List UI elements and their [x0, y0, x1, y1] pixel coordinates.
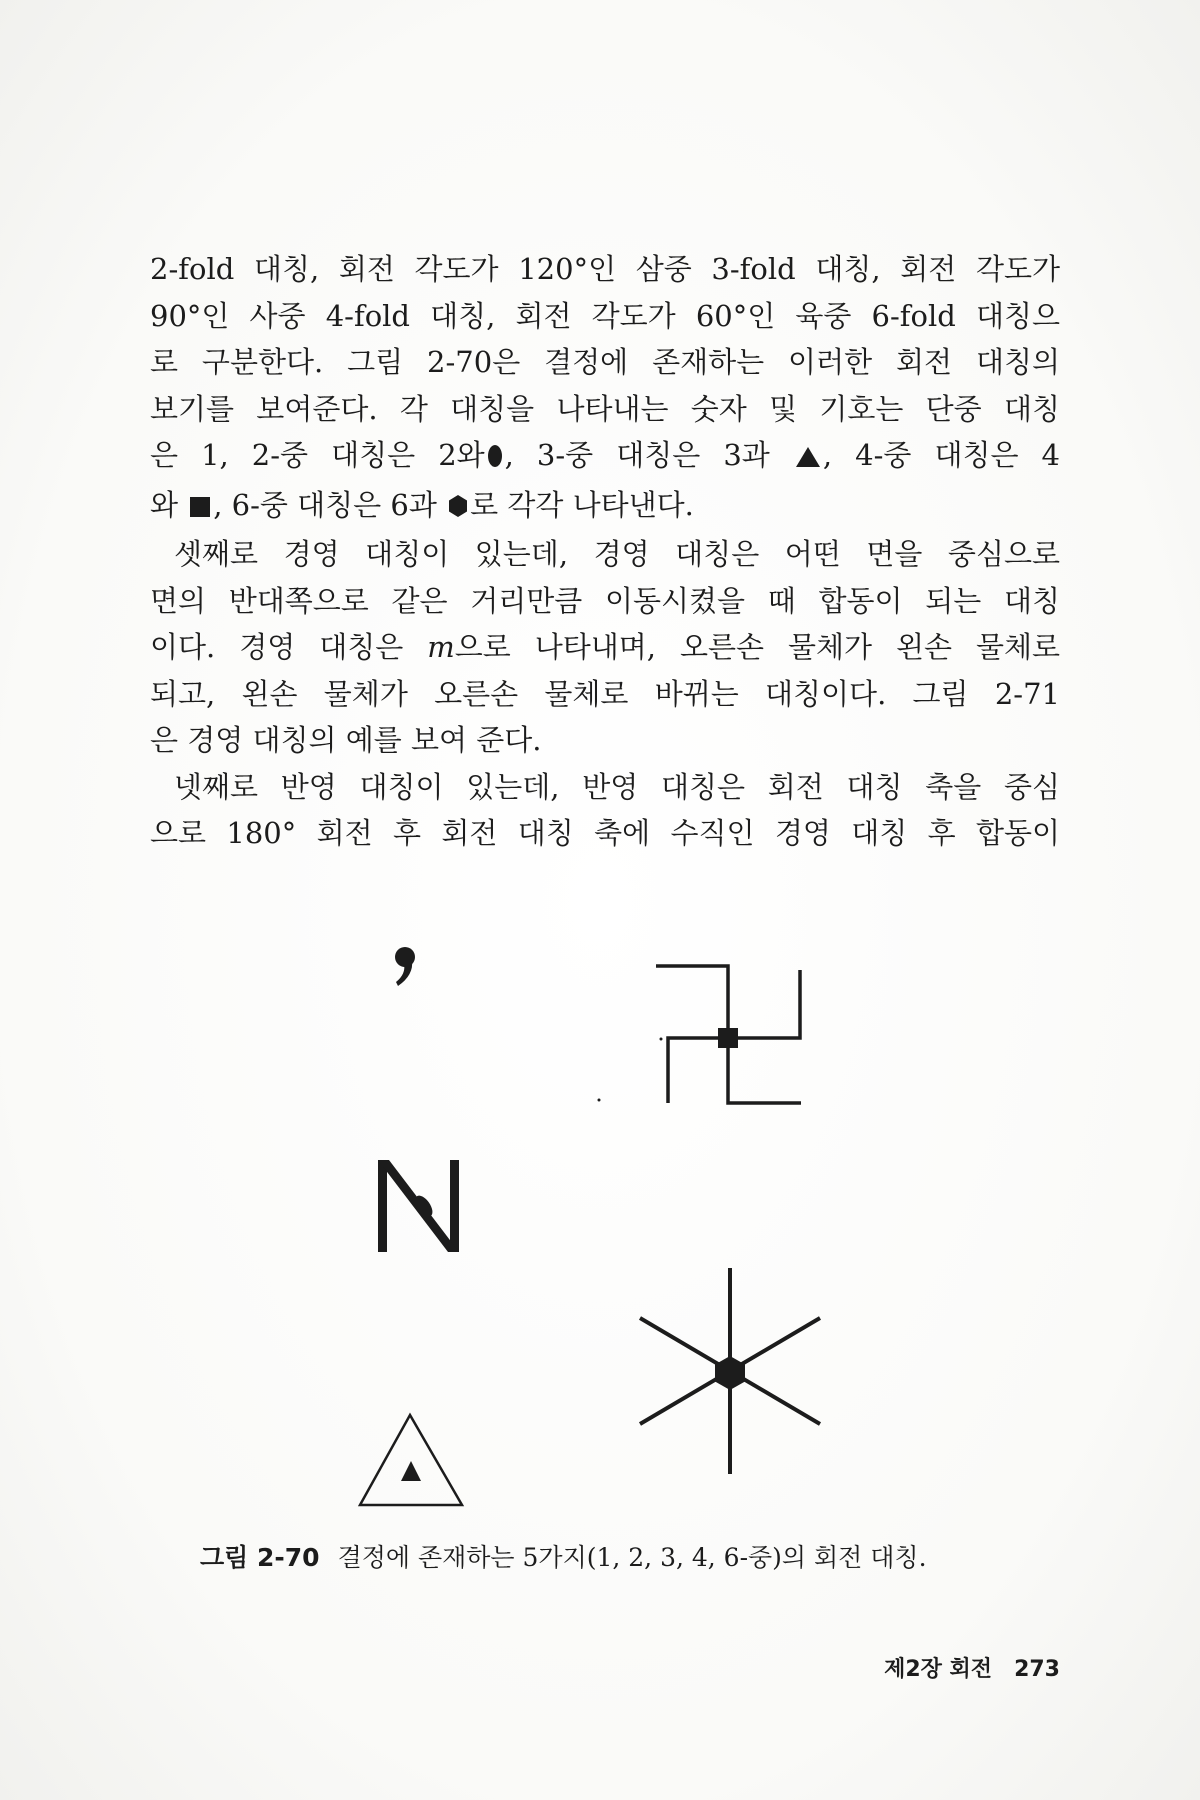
text-line: 으로 180° 회전 후 회전 대칭 축에 수직인 경영 대칭 후 합동이 — [150, 816, 1060, 850]
text-line: 셋째로 경영 대칭이 있는데, 경영 대칭은 어떤 면을 중심으로 — [174, 537, 1060, 571]
text-line: 보기를 보여준다. 각 대칭을 나타내는 숫자 및 기호는 단중 대칭 — [150, 391, 1060, 426]
twofold-n-symbol — [378, 1160, 459, 1252]
text-line: 90°인 사중 4-fold 대칭, 회전 각도가 60°인 육중 6-fold 대칭으 — [150, 298, 1060, 333]
text-fragment: 와 — [150, 487, 179, 522]
text-line: 넷째로 반영 대칭이 있는데, 반영 대칭은 회전 대칭 축을 중심 — [174, 769, 1060, 804]
text-line: 2-fold 대칭, 회전 각도가 120°인 삼중 3-fold 대칭, 회전 각도가 — [150, 252, 1060, 286]
text-fragment: 은 1, 2-중 대칭은 2와 — [150, 438, 485, 472]
text-fragment: , 4-중 대칭은 4 — [822, 438, 1060, 472]
sixfold-star-symbol — [640, 1268, 820, 1474]
figure-caption — [200, 1538, 927, 1574]
mirror-symbol: m — [427, 630, 455, 664]
text-line: 은 경영 대칭의 예를 보여 준다. — [150, 723, 542, 757]
text-fragment: 이다. 경영 대칭은 — [150, 630, 404, 664]
text-fragment: , 6-중 대칭은 6과 — [213, 487, 437, 522]
caption-label: 그림 2-70 — [200, 1543, 320, 1572]
onefold-comma-symbol — [395, 947, 415, 986]
text-line: 되고, 왼손 물체가 오른손 물체로 바뀌는 대칭이다. 그림 2-71 — [150, 676, 1060, 711]
text-line: 로 구분한다. 그림 2-70은 결정에 존재하는 이러한 회전 대칭의 — [150, 345, 1060, 379]
threefold-triangle-symbol — [360, 1415, 462, 1505]
text-fragment: , 3-중 대칭은 3과 — [504, 438, 770, 472]
page-number: 273 — [1014, 1657, 1060, 1682]
caption-text: 결정에 존재하는 5가지(1, 2, 3, 4, 6-중)의 회전 대칭. — [337, 1543, 927, 1572]
page-footer — [884, 1652, 1060, 1683]
text-fragment: 로 각각 나타낸다. — [470, 487, 694, 522]
chapter-title: 제2장 회전 — [884, 1657, 993, 1682]
text-fragment: 으로 나타내며, 오른손 물체가 왼손 물체로 — [454, 630, 1060, 664]
text-line: 면의 반대쪽으로 같은 거리만큼 이동시켰을 때 합동이 되는 대칭 — [150, 583, 1060, 618]
fourfold-pinwheel-symbol — [598, 966, 802, 1103]
